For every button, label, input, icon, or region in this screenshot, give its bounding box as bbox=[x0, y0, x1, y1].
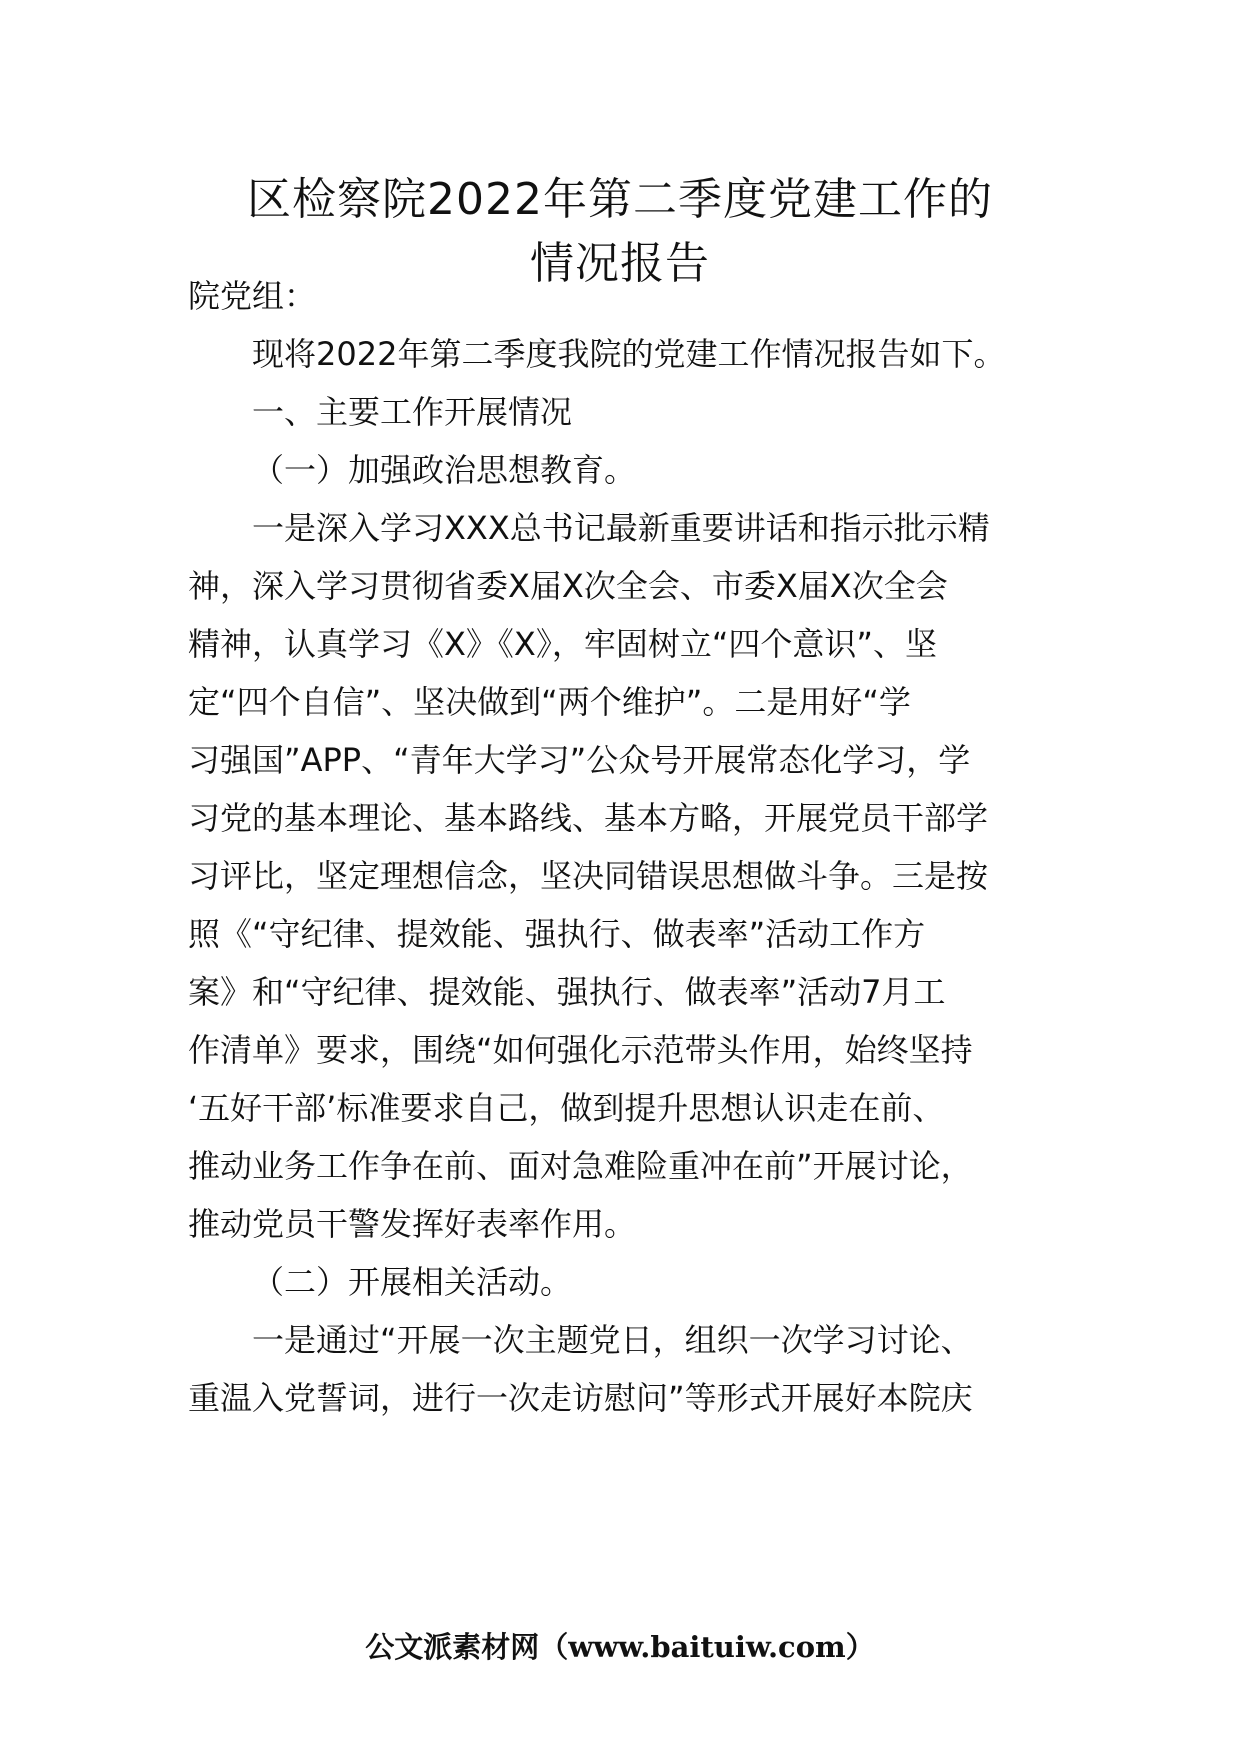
subsection-1-heading: （一）加强政治思想教育。 bbox=[252, 451, 637, 489]
paragraph-1-line: 推动党员干警发挥好表率作用。 bbox=[188, 1205, 637, 1243]
paragraph-2-line: 一是通过“开展一次主题党日，组织一次学习讨论、 bbox=[252, 1321, 973, 1359]
paragraph-1-line: 一是深入学习XXX总书记最新重要讲话和指示批示精 bbox=[252, 509, 990, 547]
paragraph-1-line: 习党的基本理论、基本路线、基本方略，开展党员干部学 bbox=[188, 799, 989, 837]
salutation: 院党组： bbox=[188, 277, 317, 315]
paragraph-1-line: 精神，认真学习《X》《X》，牢固树立“四个意识”、坚 bbox=[188, 625, 938, 663]
section-1-heading: 一、主要工作开展情况 bbox=[252, 393, 573, 431]
intro-paragraph: 现将2022年第二季度我院的党建工作情况报告如下。 bbox=[252, 335, 1006, 373]
paragraph-1-line: 神，深入学习贯彻省委X届X次全会、市委X届X次全会 bbox=[188, 567, 948, 605]
paragraph-1-line: ‘五好干部’标准要求自己，做到提升思想认识走在前、 bbox=[188, 1089, 945, 1127]
paragraph-1-line: 习强国”APP、“青年大学习”公众号开展常态化学习，学 bbox=[188, 741, 971, 779]
paragraph-1-line: 定“四个自信”、坚决做到“两个维护”。二是用好“学 bbox=[188, 683, 911, 721]
paragraph-1-line: 照《“守纪律、提效能、强执行、做表率”活动工作方 bbox=[188, 915, 926, 953]
paragraph-1-line: 作清单》要求，围绕“如何强化示范带头作用，始终坚持 bbox=[188, 1031, 973, 1069]
paragraph-2-line: 重温入党誓词，进行一次走访慰问”等形式开展好本院庆 bbox=[188, 1379, 973, 1417]
document-title-line-1: 区检察院2022年第二季度党建工作的 bbox=[247, 174, 993, 225]
paragraph-1-line: 推动业务工作争在前、面对急难险重冲在前”开展讨论， bbox=[188, 1147, 973, 1185]
footer-watermark: 公文派素材网（www.baituiw.com） bbox=[365, 1630, 875, 1664]
paragraph-1-line: 习评比，坚定理想信念，坚决同错误思想做斗争。三是按 bbox=[188, 857, 989, 895]
paragraph-1-line: 案》和“守纪律、提效能、强执行、做表率”活动7月工 bbox=[188, 973, 946, 1011]
subsection-2-heading: （二）开展相关活动。 bbox=[252, 1263, 573, 1301]
document-title-line-2: 情况报告 bbox=[530, 238, 710, 289]
